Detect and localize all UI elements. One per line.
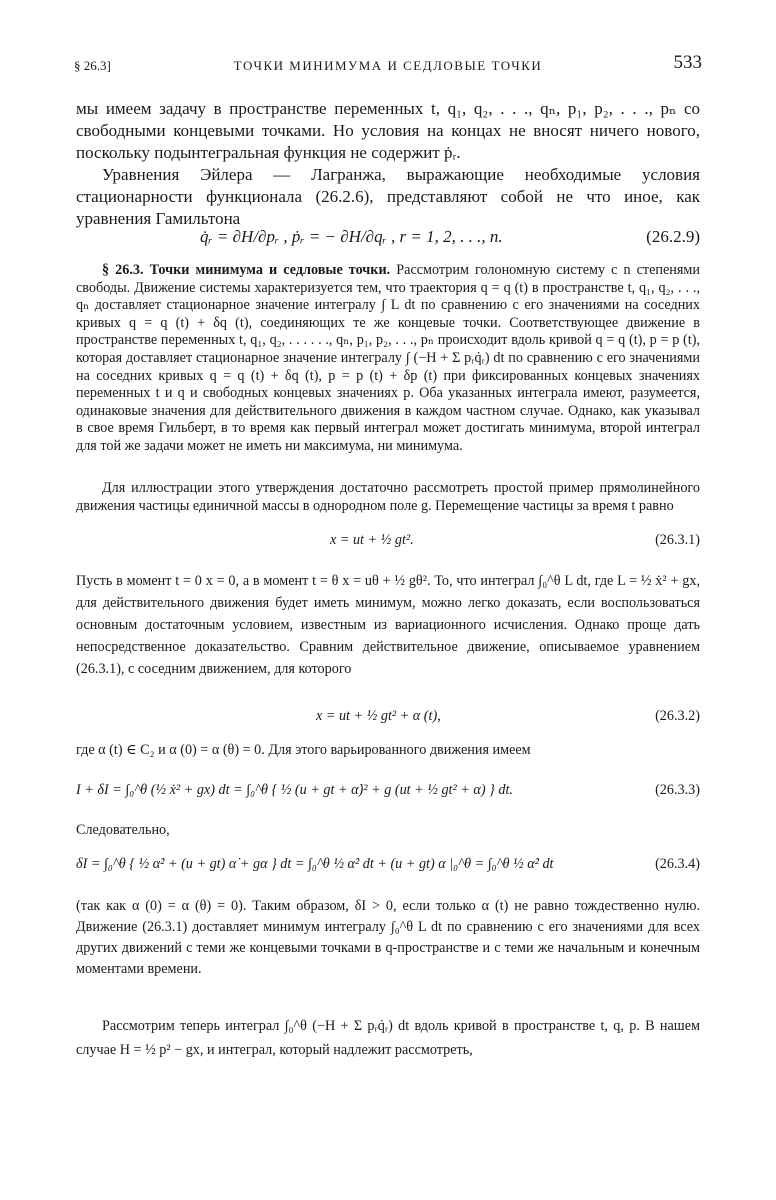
paragraph-5: Пусть в момент t = 0 x = 0, а в момент t = θ x = uθ + ½ gθ². То, что интеграл ∫₀^θ L dt, где L = ½ ẋ² + gx, для действительного движения будет иметь минимум, можно легко доказать, если воспользоваться основным достаточным условием, известным из вариационного исчисления. Однако проще дать непосредственное доказательство. Сравним действительное движение, описываемое уравнением (26.3.1), с соседним движением, для которого — [76, 573, 700, 677]
equation-26-3-1 — [76, 532, 700, 560]
paragraph-9: Рассмотрим теперь интеграл ∫₀^θ (−H + Σ pᵣq̇ᵣ) dt вдоль кривой в пространстве t, q, p. В нашем случае H = ½ p² − gx, и интеграл, который надлежит рассмотреть, — [76, 1018, 700, 1058]
page-header — [74, 54, 702, 78]
paragraph-8: (так как α (0) = α (θ) = 0). Таким образом, δI > 0, если только α (t) не равно тождественно нулю. Движение (26.3.1) доставляет минимум интегралу ∫₀^θ L dt по сравнению с его значениями для всех других движений с теми же концевыми точками в q-пространстве и с теми же начальным и конечным моментами времени. — [76, 898, 700, 977]
equation-number: (26.3.2) — [655, 708, 700, 724]
equation-26-3-3 — [76, 782, 700, 810]
equation-formula: δI = ∫₀^θ { ½ α̇² + (u + gt) α̇ + gα } dt = ∫₀^θ ½ α̇² dt + (u + gt) α |₀^θ = ∫₀^θ ½ α̇² dt — [76, 856, 554, 872]
paragraph-7: Следовательно, — [76, 822, 170, 838]
paragraph-6: где α (t) ∈ C₂ и α (0) = α (θ) = 0. Для этого варьированного движения имеем — [76, 742, 531, 758]
equation-formula: x = ut + ½ gt² + α (t), — [316, 708, 441, 724]
section-ref: § 26.3] — [74, 58, 111, 73]
paragraph-1: мы имеем задачу в пространстве переменных t, q₁, q₂, . . ., qₙ, p₁, p₂, . . ., pₙ со свободными концевыми точками. Но условия на концах не вносят ничего нового, поскольку подынтегральная функция не содержит ṗᵣ. — [76, 99, 700, 162]
equation-formula: I + δI = ∫₀^θ (½ ẋ² + gx) dt = ∫₀^θ { ½ (u + gt + α̇)² + g (ut + ½ gt² + α) } dt. — [76, 782, 513, 798]
paragraph-3: Рассмотрим голономную систему с n степенями свободы. Движение системы характеризуется тем, что траектория q = q (t) в пространстве t, q₁, q₂, . . ., qₙ доставляет стационарное значение интегралу ∫ L dt по сравнению с его значениями на соседних кривых q = q (t) + δq (t), соединяющих те же концевые точки. Соответствующее движение в пространстве переменных t, q₁, q₂, . . . . . ., qₙ, p₁, p₂, . . ., pₙ происходит вдоль кривой q = q (t), p = p (t), которая доставляет стационарное значение интегралу ∫ (−H + Σ pᵣq̇ᵣ) dt по сравнению с его значениями на соседних кривых q = q (t) + δq (t), p = p (t) + δp (t) при фиксированных концевых значениях переменных t и q и свободных концевых значениях p. Оба указанных интеграла имеют, разумеется, одинаковые значения для действительного движения в каждом частном случае. Однако, как указывал в свое время Гильберт, в то время как первый интеграл может достигать минимума, второй интеграл для той же задачи может не иметь ни максимума, ни минимума. — [76, 262, 700, 454]
paragraph-4: Для иллюстрации этого утверждения достаточно рассмотреть простой пример прямолинейного движения частицы единичной массы в однородном поле g. Перемещение частицы за время t равно — [76, 480, 700, 514]
equation-26-2-9 — [76, 226, 700, 254]
equation-number: (26.2.9) — [646, 227, 700, 246]
section-26-3 — [76, 262, 700, 456]
equation-number: (26.3.1) — [655, 532, 700, 548]
equation-formula: x = ut + ½ gt². — [330, 532, 414, 548]
equation-number: (26.3.4) — [655, 856, 700, 872]
page-number: 533 — [673, 52, 702, 73]
paragraph-2: Уравнения Эйлера — Лагранжа, выражающие необходимые условия стационарности функционала (26.2.6), представляют собой не что иное, как уравнения Гамильтона — [76, 165, 700, 228]
equation-formula: q̇ᵣ = ∂H/∂pᵣ , ṗᵣ = − ∂H/∂qᵣ , r = 1, 2, . . ., n. — [200, 227, 503, 246]
equation-26-3-4 — [76, 856, 700, 884]
running-title: ТОЧКИ МИНИМУМА И СЕДЛОВЫЕ ТОЧКИ — [233, 58, 543, 73]
equation-number: (26.3.3) — [655, 782, 700, 798]
equation-26-3-2 — [76, 708, 700, 736]
section-heading: § 26.3. Точки минимума и седловые точки. — [102, 262, 391, 278]
